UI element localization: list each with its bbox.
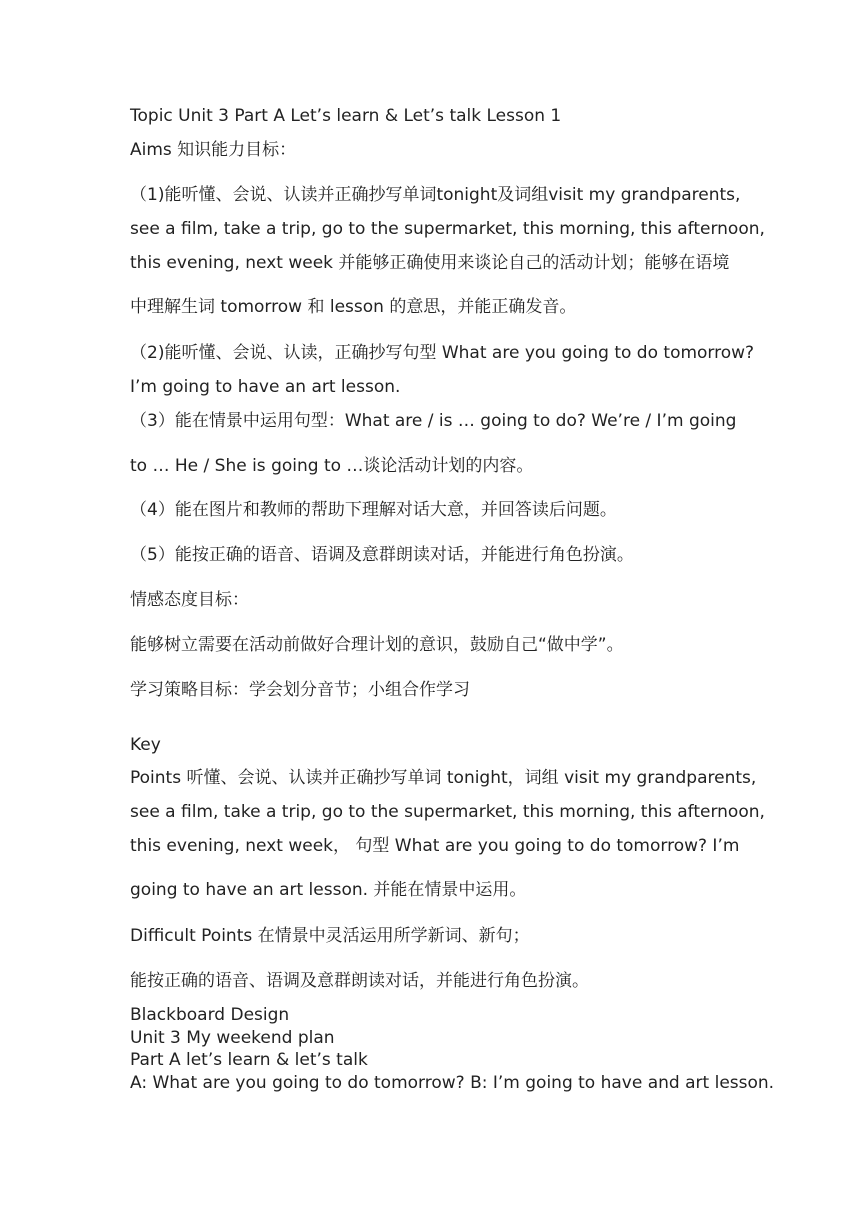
aim-1-line-4: 中理解生词 tomorrow 和 lesson 的意思，并能正确发音。 [130, 297, 577, 317]
blackboard-unit: Unit 3 My weekend plan [130, 1028, 335, 1048]
aim-3-line-2: to … He / She is going to …谈论活动计划的内容。 [130, 456, 534, 476]
aim-1-line-2: see a film, take a trip, go to the supermarket, this morning, this afternoon, [130, 219, 765, 239]
key-label: Key [130, 735, 161, 755]
aim-1-line-1: （1)能听懂、会说、认读并正确抄写单词tonight及词组visit my grandparents, [130, 185, 741, 205]
emotion-text: 能够树立需要在活动前做好合理计划的意识，鼓励自己“做中学”。 [130, 635, 624, 655]
difficult-points-line-1: Difficult Points 在情景中灵活运用所学新词、新句； [130, 926, 530, 946]
difficult-points-line-2: 能按正确的语音、语调及意群朗读对话，并能进行角色扮演。 [130, 971, 589, 991]
aim-1-line-3: this evening, next week 并能够正确使用来谈论自己的活动计划；能够在语境 [130, 253, 730, 273]
aim-2-line-2: I’m going to have an art lesson. [130, 377, 401, 397]
aims-heading: Aims 知识能力目标： [130, 140, 297, 160]
aim-4-line: （4）能在图片和教师的帮助下理解对话大意，并回答读后问题。 [130, 500, 617, 520]
key-points-line-4: going to have an art lesson. 并能在情景中运用。 [130, 880, 527, 900]
key-points-line-2: see a film, take a trip, go to the supermarket, this morning, this afternoon, [130, 802, 765, 822]
topic-line: Topic Unit 3 Part A Let’s learn & Let’s talk Lesson 1 [130, 106, 562, 126]
blackboard-part: Part A let’s learn & let’s talk [130, 1050, 368, 1070]
key-points-line-3: this evening, next week， 句型 What are you going to do tomorrow? I’m [130, 836, 740, 856]
aim-2-line-1: （2)能听懂、会说、认读，正确抄写句型 What are you going to do tomorrow? [130, 343, 755, 363]
strategy-line: 学习策略目标：学会划分音节；小组合作学习 [130, 680, 470, 700]
aim-3-line-1: （3）能在情景中运用句型：What are / is … going to do? We’re / I’m going [130, 411, 737, 431]
aim-5-line: （5）能按正确的语音、语调及意群朗读对话，并能进行角色扮演。 [130, 545, 634, 565]
key-points-line-1: Points 听懂、会说、认读并正确抄写单词 tonight，词组 visit my grandparents, [130, 768, 757, 788]
emotion-heading: 情感态度目标： [130, 590, 249, 610]
blackboard-heading: Blackboard Design [130, 1005, 290, 1025]
blackboard-dialogue: A: What are you going to do tomorrow? B: I’m going to have and art lesson. [130, 1073, 775, 1093]
